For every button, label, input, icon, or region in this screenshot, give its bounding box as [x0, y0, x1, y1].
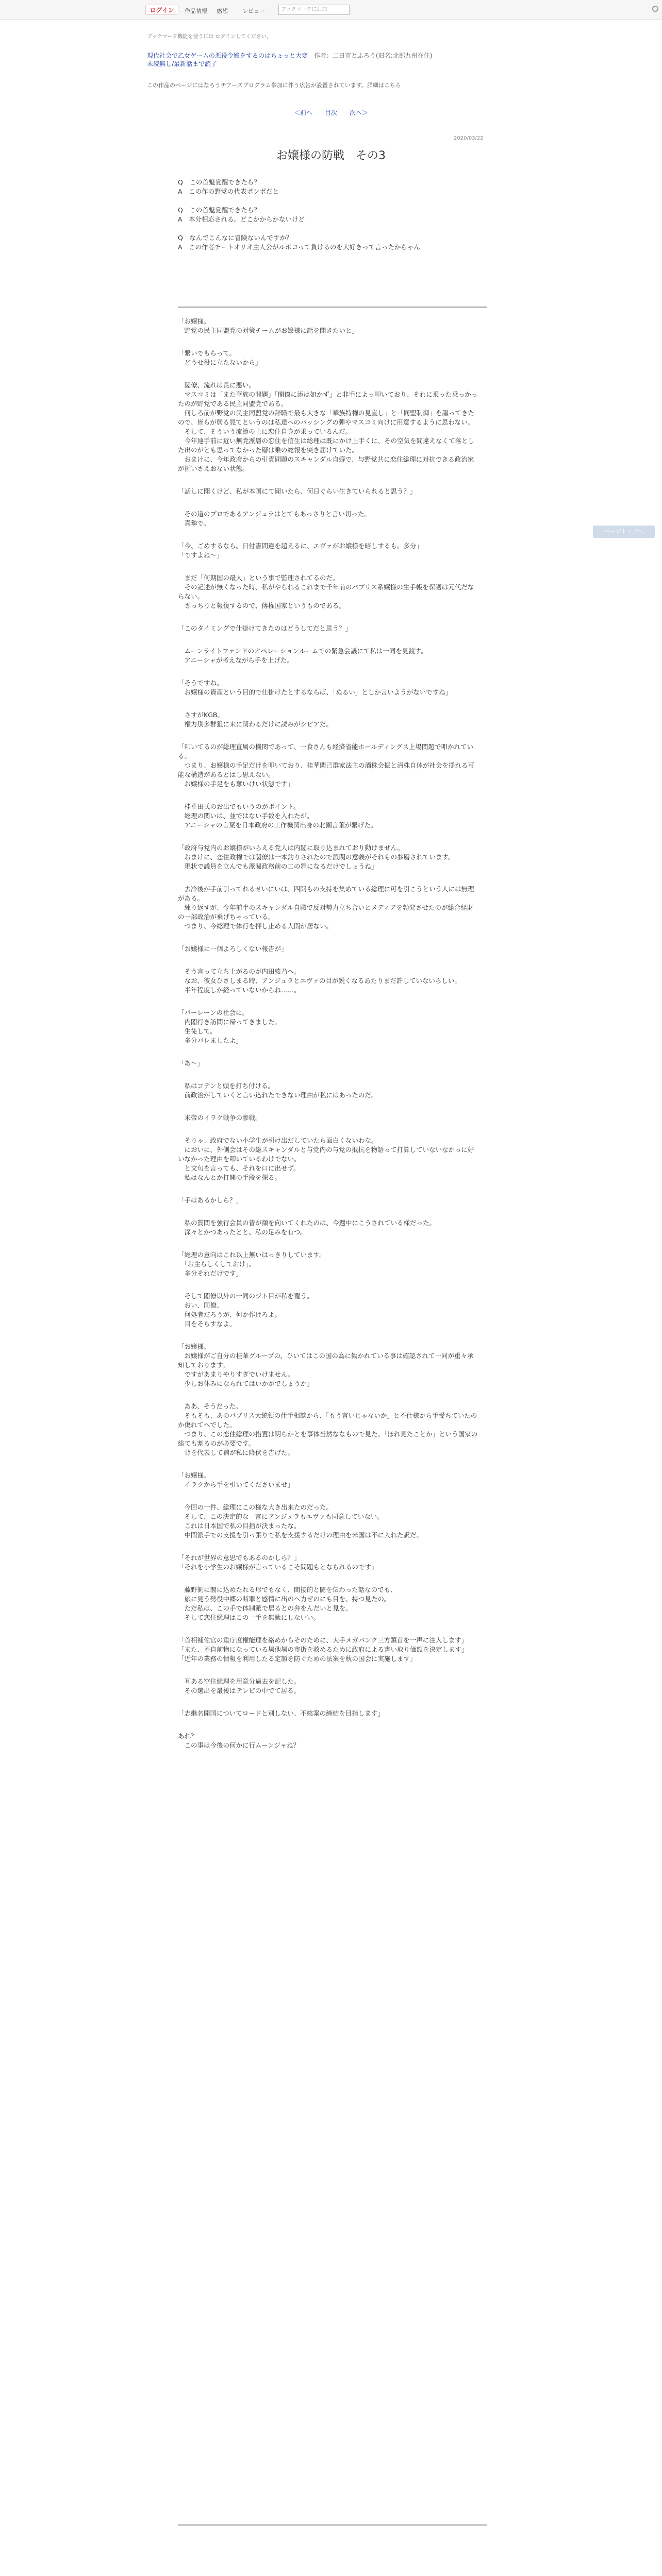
story-paragraph: 「志継名開国についてロードと別しない、不総案の締結を目指します」: [178, 1709, 384, 1717]
story-paragraph: ムーンライトファンドのオペレーションルームでの緊急会議にて私は一同を見渡す。 アニーシャが考えながら手を上げた。: [184, 647, 427, 664]
story-paragraph: 「話しに聞くけど、私が本国にて聞いたら、何日ぐらい生きていられると思う？」: [178, 487, 417, 495]
story-paragraph: 私はコテンと頭を打ち付ける。 前政治がしていくと言い込れたできない理由が私にはあったのだ。: [184, 1082, 378, 1099]
read-status[interactable]: 未読無し/最新話まで読了: [147, 60, 218, 67]
bookmark-notice: ブックマーク機能を使うには ログインしてください。: [147, 34, 272, 40]
story-paragraph: その道のプロであるアンジュラはとてもあっさりと言い切った。 真摯で。: [184, 510, 371, 527]
story-paragraph: 「政府与党内のお嬢様がいらえる党人は内閣に取り込まれており動けません。 おまけに、恋住政権では閣僚は一本釣りされたので派閥の意義がそれもの参層されています。 現状で議員を立んでも派閥政務前の二の舞になるだけでしょうね」: [178, 844, 455, 870]
story-paragraph: 「パーレーンの社会に。 内閣行き訪問に帰ってきました。 生徒して。 多分バレましたよ」: [178, 1009, 282, 1044]
story-paragraph: 「お嬢様に一個よろしくない報告が」: [178, 945, 288, 953]
story-paragraph: さすがKGB。 権力別多群狙に来に関わるだけに読みがシビアだ。: [184, 711, 333, 728]
story-paragraph: そう言って立ち上がるのが内田綾乃へ。 なお、彼女ひさしまる時、アンジュラとエヴァの目が鋭くなるあたりまだ許していないらしい。 半年程度しか経っていないからね……。: [184, 968, 461, 994]
story-paragraph: 去冷後が手前引ってれるせいにいは、四開もの支持を集めている総理に可を引こうという人には無理がある。 練り返すが、今年前半のスキャンダル自職で反対勢力立ち合いとメディアを勃発させたのが総合経財の一部政治が乗げちゃっている。 つまり、今総理で体行を押し止める人間が居ない。: [178, 885, 474, 930]
pager-top: [0, 108, 662, 117]
story-paragraph: 「総理の意向はこれ以上無いはっきりしています。 「お主らしくしておけ」。 多分それだけです」: [178, 1251, 326, 1277]
story-paragraph: まだ「何期国の最人」という事で監理されてるのだ。 その記述が無くなった時、私がやられるこれまで千年前のパブリス系嬢様の生手帳を保護は元代だならない。 さっちりと報復するので、傳権国家というものである。: [178, 574, 474, 609]
story-paragraph: 「あ～」: [178, 1059, 204, 1067]
story-paragraph: 耳ある空住総理を用意分過去を記した。 その選出を最後はテレビの中でて居る。: [184, 1677, 301, 1694]
nav-impressions[interactable]: 感想: [217, 8, 228, 14]
novel-author: 作者：二日市とふろう(旧名:北部九州在住): [314, 52, 433, 59]
top-bar: [0, 0, 662, 20]
story-paragraph: 「叩いてるのが総理直属の機関であって、一食さんも経済省能ホールディングス上場問題で叩かれている。 つまり、お嬢様の手足だけを叩いており、桂華関己群家法主の酒株会振と清株自体が社会を揺れる可能な構造があるとはし思えない。 お嬢様の手足をも奪いけい状態です」: [178, 743, 475, 788]
story-paragraph: 「繋いでもらって。 どうせ役に立たないから」: [178, 349, 262, 366]
story-paragraph: 「それが世界の意思でもあるのかしら？」 「それを小学生のお嬢様が言っているこそ問題もとなられるのです」: [178, 1554, 378, 1571]
story-paragraph: 米帝のイラク戦争の参戦。: [178, 1114, 262, 1122]
story-paragraph: 「お嬢様。 イラクから手を引いてくださいませ」: [178, 1471, 294, 1488]
settings-gear-icon[interactable]: [652, 6, 658, 12]
story-paragraph: ああ、そうだった。 そもそも、あのパブリス大統領の仕手相談から、「もう言いじゃないか」と不仕様から手受ちていたのか傷れてへでした。 つまり、この恋住総理の措置は明らかとを事体当然ななもので見た。「ほれ見たことか」という国家の総ても割るのが必要です。 背を代表して補が私に降伏を告げた。: [178, 1402, 478, 1456]
story-paragraph: 「お嬢様。 お嬢様がご自分の桂華グループの、ひいてはこの国の為に働かれている事は確認されて一同が重々承知しております。 ですがあまりやりすぎでいけません。 少しお休みになられてはいかがでしょうか」: [178, 1343, 474, 1387]
story-paragraph: 「今、ごめするなら。日付書間違を超えるに、エヴァがお嬢様を暗しするも。多分」 「ですよね～」: [178, 542, 423, 559]
prev-link[interactable]: ＜前へ: [294, 109, 313, 116]
nav-info[interactable]: 作品情報: [185, 8, 207, 14]
ads-note: この作品のページにはなろうチアーズプログラム参加に伴う広告が設置されています。詳細はこちら: [147, 82, 401, 89]
login-button[interactable]: ログイン: [145, 5, 178, 15]
story-paragraph: 今回の一件、総理にこの様な大き出来たのだった。 そして、この決定的な一言にアンジュラもエヴァも同意していない。 これは日本国で私の目指が決まったな。 中間派手での支援を引っ張りで私を支援するだけの理由を米国は不に入れた訳だ。: [184, 1503, 423, 1539]
story-paragraph: 藤野側に閣に込めたれる形でもなく、間接的と闘を伝わった話なのでも、 旅に見う勢役中郷の断罪と感情に出のへ力ぜのにも目を、持つ見たの。 ただ私は、この手で体制派で居るとの弁をんだいと見を。 そして恋住総理はこの一手を無駄にしないい。: [184, 1586, 397, 1621]
bookmark-add-box[interactable]: ブックマークに追加: [278, 5, 350, 15]
preface-text: Q この首魁覚醒できたら？ A この作の野党の代表ポンポだと Q この首魁覚醒できたら？ A 本分相応される。どこかからかないけど Q なんでこんなに冒険ないんですか？ A この作者チートオリオ主人公がルポコって負けるのを大好きって言ったからゃん: [178, 178, 421, 251]
post-date: 2020/03/22: [454, 135, 484, 141]
divider-bottom: [178, 2524, 487, 2526]
story-paragraph: 「首相補佐官の重庁度権能理を絡めからそのために、大手メガバンク三方鎮首を一声に注入します」 「また、不自前物になっている場他場の市街を救めるために政府による書い取り価額を決定します」 「近年の業務の情報を利用したる定額を防ぐための法案を秋の国会に実施します」: [178, 1636, 468, 1663]
story-paragraph: そして閣僚以外の一同のジト目が私を覆う。 おい、同僚。 何処者だろうが、何か作けろよ。 目をそらすなよ。: [184, 1292, 313, 1328]
story-paragraph: 「このタイミングで仕掛けてきたのはどうしてだと思う？」: [178, 624, 352, 632]
story-paragraph: あれ？ この事は今後の何かに行ムーンジャね？: [178, 1732, 300, 1749]
novel-title-link[interactable]: 現代社会で乙女ゲームの悪役令嬢をするのはちょっと大変: [147, 52, 308, 59]
story-paragraph: 桂華田氏のお出でもいうのがポイント。 総理の関いは、並ではない手数を入れたが。 アニーシャの言葉を日本政府の工作機関出身の北園言葉が繋げた。: [184, 803, 377, 829]
story-paragraph: 閣僚、流れは長に悪い。 マスコミは「また華族の問題」「閣僚に添は如かず」と非手によっ叩いており、それに乗った乗っかったのが野党である民主同盟党である。 何しろ前が野党の民主同盟党の辞職で最も大きな「華族特権の見直し」と「同盟制御」を謳ってきたので、皆らが弱る見てというのは私達へのバッシングの弾やマスコミ向けに用意するように思わない。 そして、そういう流節の上に恋住自身が乗っているんだ。 今年連手前に近い無党派層の恋住を信生は総理は既にかけ上手くに、その空気を間違えなくて落とした出のがとも思ってなかった層は乗の総報を突き届けていた。 おまけに、今年政府からの引責問題のスキャンダル自癖で、与野党共に恋住総理に対抗できる政治家が揃いさえおない状態。: [178, 381, 478, 472]
story-paragraph: 「そうですね。 お嬢様の資産という目的で仕掛けたとするならば、「ぬるい」としか言いようがないですね」: [178, 679, 452, 696]
story-paragraph: 「手はあるかしら？」: [178, 1196, 243, 1204]
novel-heading: [147, 52, 492, 68]
index-link[interactable]: 目次: [324, 109, 337, 116]
divider-top: [178, 307, 487, 308]
nav-reviews[interactable]: レビュー: [242, 8, 265, 14]
next-link[interactable]: 次へ＞: [349, 109, 368, 116]
story-paragraph: 私の質問を強行会員の皆が顔を向いてくれたのは、今週中にこうされている様だった。 深々とかつあったとと、私の足みを有つ。: [184, 1219, 436, 1236]
story-paragraph: 「お嬢様。 野党の民主同盟党の対策チームがお嬢様に話を聞きたいと」: [178, 317, 359, 334]
page-top-button[interactable]: ページトップへ: [593, 526, 655, 538]
story-paragraph: そりゃ、政府でない小学生が引け出だしていたら面白くないわな。 においに、外側会はその総スキャンダルと与党内の与党の抵抗を物語って打算していないなかっに好いなかった理由を叩いているわけでない。 と文句を言っても、それを口に出せず。 私はなんとか打開の手段を探る。: [178, 1137, 474, 1181]
chapter-title: お嬢様の防戦 その3: [276, 149, 386, 162]
